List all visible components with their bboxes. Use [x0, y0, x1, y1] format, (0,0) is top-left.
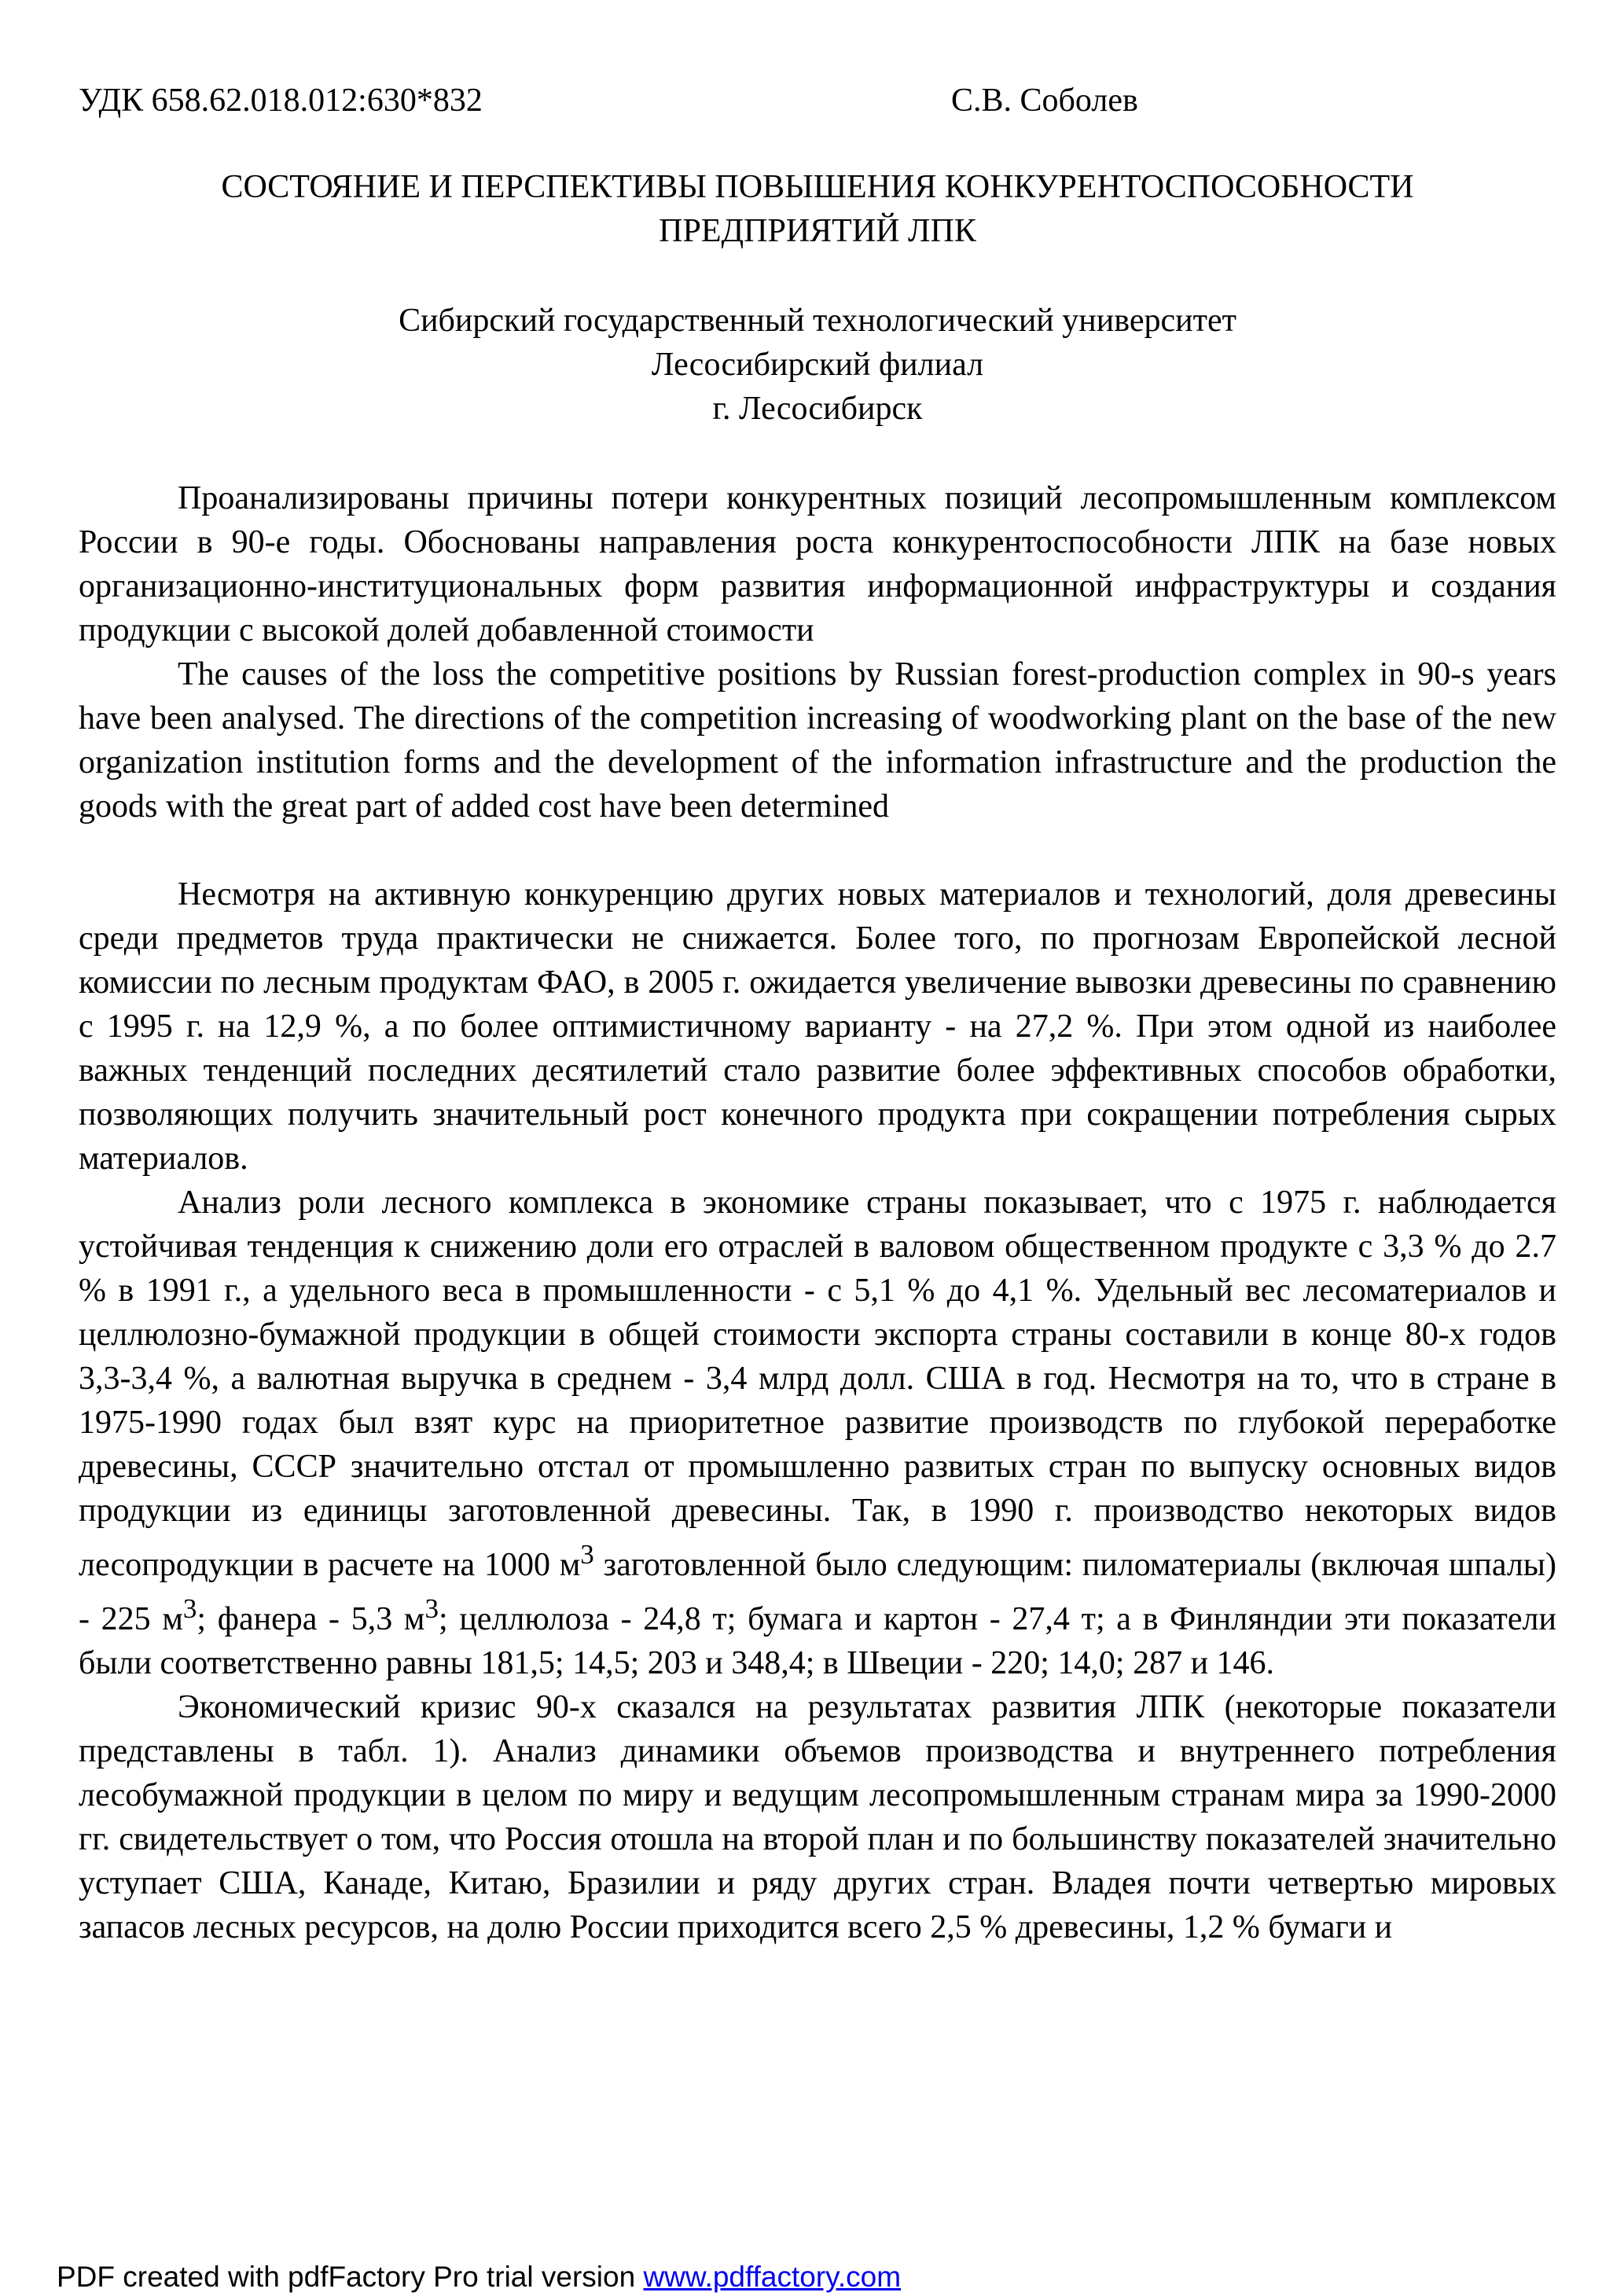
- paragraph-2-part-a: Анализ роли лесного комплекса в экономике страны показывает, что с 1975 г. наблюдается устойчивая тенденция к снижению доли его отраслей в валовом общественном продукте с 3,3 % до 2.7 % в 1991 г., а удельного веса в промышленности - с 5,1 % до 4,1 %. Удельный вес лесоматериалов и целлюлозно-бумажной продукции в общей стоимости экспорта страны составили в конце 80-х годов 3,3-3,4 %, а валютная выручка в среднем - 3,4 млрд долл. США в год. Несмотря на то, что в стране в 1975-1990 годах был взят курс на приоритетное развитие производств по глубокой переработке древесины, СССР значительно отстал от промышленно развитых стран по выпуску основных видов продукции из единицы заготовленной древесины. Так, в 1990 г. производство некоторых видов лесопродукции в расчете на 1000 м: [79, 1185, 1556, 1583]
- pdf-footer: [57, 2261, 901, 2294]
- abstract: [79, 476, 1556, 828]
- header-row: [79, 79, 1556, 123]
- superscript-cubic-1: 3: [580, 1539, 594, 1570]
- superscript-cubic-3: 3: [424, 1593, 439, 1624]
- paragraph-2-part-c: ; фанера - 5,3 м: [197, 1601, 425, 1637]
- pdffactory-link[interactable]: www.pdffactory.com: [643, 2261, 902, 2293]
- section-spacer: [79, 828, 1556, 872]
- paragraph-2-part-b: заготовленной было следующим: пиломатериалы (включая шпалы) - 225 м: [79, 1547, 1556, 1637]
- paper-page: [79, 79, 1556, 1949]
- title-line-1: СОСТОЯНИЕ И ПЕРСПЕКТИВЫ ПОВЫШЕНИЯ КОНКУРЕНТОСПОСОБНОСТИ: [221, 169, 1414, 205]
- affiliation-branch: Лесосибирский филиал: [651, 347, 984, 383]
- udk-code: УДК 658.62.018.012:630*832: [79, 83, 483, 119]
- abstract-russian: Проанализированы причины потери конкурентных позиций лесопромышленным комплексом России в 90-е годы. Обоснованы направления роста конкурентоспособности ЛПК на базе новых организационно-институциональных форм развития информационной инфраструктуры и создания продукции с высокой долей добавленной стоимости: [79, 480, 1556, 648]
- paragraph-2-part-d: ; целлюлоза - 24,8 т; бумага и картон - 27,4 т; а в Финляндии эти показатели были соответственно равны 181,5; 14,5; 203 и 348,4; в Швеции - 220; 14,0; 287 и 146.: [79, 1601, 1556, 1681]
- author-name: С.В. Соболев: [951, 83, 1138, 119]
- affiliation-city: г. Лесосибирск: [712, 391, 923, 427]
- footer-text: PDF created with pdfFactory Pro trial version: [57, 2261, 644, 2293]
- body-paragraph-1: Несмотря на активную конкуренцию других новых материалов и технологий, доля древесины среди предметов труда практически не снижается. Более того, по прогнозам Европейской лесной комиссии по лесным продуктам ФАО, в 2005 г. ожидается увеличение вывозки древесины по сравнению с 1995 г. на 12,9 %, а по более оптимистичному варианту - на 27,2 %. При этом одной из наиболее важных тенденций последних десятилетий стало развитие более эффективных способов обработки, позволяющих получить значительный рост конечного продукта при сокращении потребления сырых материалов.: [79, 876, 1556, 1177]
- abstract-english: The causes of the loss the competitive positions by Russian forest-production complex in 90-s years have been analysed. The directions of the competition increasing of woodworking plant on the base of the new organization institution forms and the development of the information infrastructure and the production the goods with the great part of added cost have been determined: [79, 656, 1556, 825]
- affiliation: [79, 299, 1556, 431]
- body-paragraph-3: Экономический кризис 90-х сказался на результатах развития ЛПК (некоторые показатели представлены в табл. 1). Анализ динамики объемов производства и внутреннего потребления лесобумажной продукции в целом по миру и ведущим лесопромышленным странам мира за 1990-2000 гг. свидетельствует о том, что Россия отошла на второй план и по большинству показателей значительно уступает США, Канаде, Китаю, Бразилии и ряду других стран. Владея почти четвертью мировых запасов лесных ресурсов, на долю России приходится всего 2,5 % древесины, 1,2 % бумаги и: [79, 1689, 1556, 1945]
- body-text: [79, 872, 1556, 1949]
- paper-title: [79, 165, 1556, 253]
- affiliation-university: Сибирский государственный технологический университет: [399, 303, 1236, 339]
- superscript-cubic-2: 3: [182, 1593, 197, 1624]
- title-line-2: ПРЕДПРИЯТИЙ ЛПК: [659, 213, 976, 249]
- body-paragraph-2: [79, 1181, 1556, 1685]
